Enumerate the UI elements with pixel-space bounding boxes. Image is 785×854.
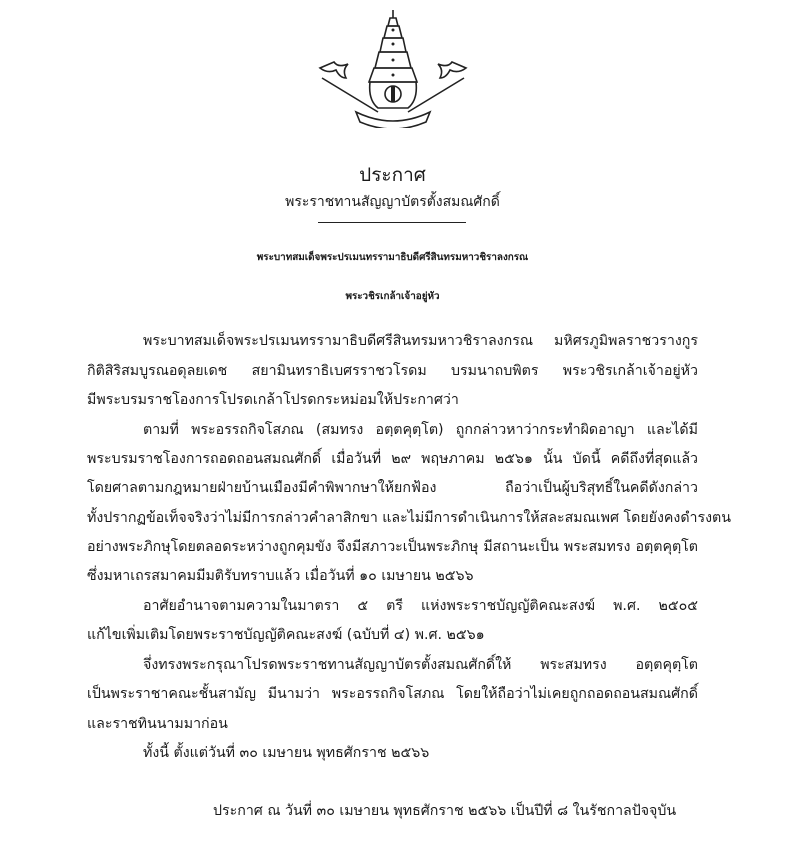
body-line: และราชทินนามมาก่อน: [87, 716, 228, 732]
body-line: พระบาทสมเด็จพระปรเมนทรรามาธิบดีศรีสินทรมหาวชิราลงกรณ มหิศรภูมิพลราชวรางกูร: [143, 333, 698, 349]
body-line: มีพระบรมราชโองการโปรดเกล้าโปรดกระหม่อมให้ประกาศว่า: [87, 392, 459, 408]
body-line: จึ่งทรงพระกรุณาโปรดพระราชทานสัญญาบัตรตั้งสมณศักดิ์ให้ พระสมทรง อตฺตคุตฺโต: [143, 657, 698, 673]
body-line: เป็นพระราชาคณะชั้นสามัญ มีนามว่า พระอรรถกิจโสภณ โดยให้ถือว่าไม่เคยถูกถอดถอนสมณศักดิ์: [87, 686, 698, 702]
body-line: พระบรมราชโองการถอดถอนสมณศักดิ์ เมื่อวันที่ ๒๙ พฤษภาคม ๒๕๖๑ นั้น บัดนี้ คดีถึงที่สุดแล้ว: [87, 451, 698, 467]
title-divider: [318, 222, 466, 223]
announcement-subtitle: พระราชทานสัญญาบัตรตั้งสมณศักดิ์: [285, 194, 500, 210]
signature-date-line: ประกาศ ณ วันที่ ๓๐ เมษายน พุทธศักราช ๒๕๖๖ เป็นปีที่ ๘ ในรัชกาลปัจจุบัน: [213, 803, 677, 819]
body-line: กิติสิริสมบูรณอดุลยเดช สยามินทราธิเบศรราชวโรดม บรมนาถบพิตร พระวชิรเกล้าเจ้าอยู่หัว: [87, 363, 698, 379]
body-line: แก้ไขเพิ่มเติมโดยพระราชบัญญัติคณะสงฆ์ (ฉบับที่ ๔) พ.ศ. ๒๕๖๑: [87, 627, 485, 643]
royal-title-line-1: พระบาทสมเด็จพระปรเมนทรรามาธิบดีศรีสินทรมหาวชิราลงกรณ: [256, 252, 529, 263]
body-line: ทั้งปรากฏข้อเท็จจริงว่าไม่มีการกล่าวคำลาสิกขา และไม่มีการดำเนินการให้สละสมณเพศ โดยยังคงดำรงตน: [87, 510, 731, 526]
body-line: อาศัยอำนาจตามความในมาตรา ๕ ตรี แห่งพระราชบัญญัติคณะสงฆ์ พ.ศ. ๒๕๐๕: [143, 598, 698, 614]
royal-title-line-2: พระวชิรเกล้าเจ้าอยู่หัว: [345, 291, 440, 302]
announcement-title: ประกาศ: [359, 164, 426, 186]
royal-emblem-icon: [318, 8, 468, 128]
body-line: ซึ่งมหาเถรสมาคมมีมติรับทราบแล้ว เมื่อวันที่ ๑๐ เมษายน ๒๕๖๖: [87, 568, 474, 584]
effective-date-line: ทั้งนี้ ตั้งแต่วันที่ ๓๐ เมษายน พุทธศักราช ๒๕๖๖: [143, 745, 430, 761]
body-line: ตามที่ พระอรรถกิจโสภณ (สมทรง อตฺตคุตฺโต) ถูกกล่าวหาว่ากระทำผิดอาญา และได้มี: [143, 422, 698, 438]
body-line: โดยศาลตามกฎหมายฝ่ายบ้านเมืองมีคำพิพากษาให้ยกฟ้อง ถือว่าเป็นผู้บริสุทธิ์ในคดีดังกล่าว: [87, 480, 698, 496]
body-line: อย่างพระภิกษุโดยตลอดระหว่างถูกคุมขัง จึงมีสภาวะเป็นพระภิกษุ มีสถานะเป็น พระสมทรง อตฺตคุตฺโต: [87, 539, 698, 555]
